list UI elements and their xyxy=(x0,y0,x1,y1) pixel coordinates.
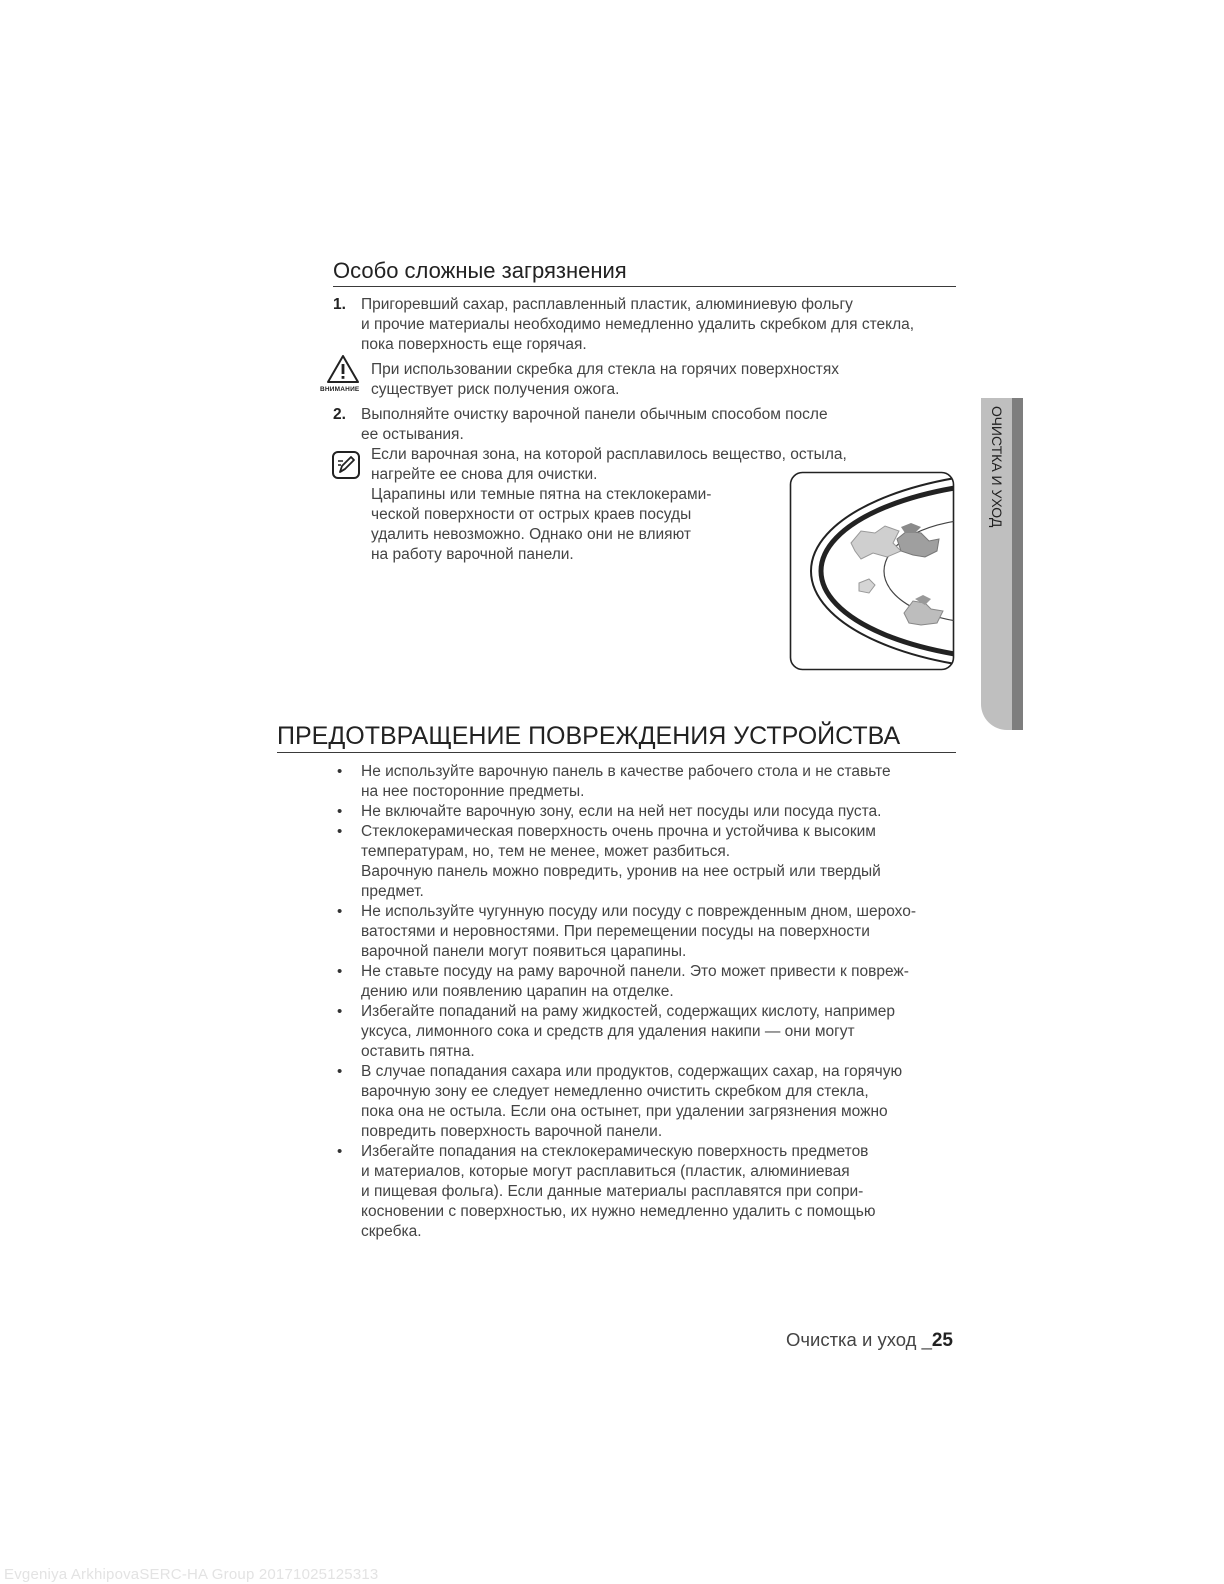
list-item-line: Не включайте варочную зону, если на ней нет посуды или посуда пуста. xyxy=(361,803,882,820)
caution-icon xyxy=(326,354,360,384)
list-item-line: Не ставьте посуду на раму варочной панели. Это может привести к повреж- xyxy=(361,963,909,980)
watermark: Evgeniya ArkhipovaSERC-HA Group 20171025125313 xyxy=(4,1566,379,1583)
bullet-icon: • xyxy=(337,903,343,920)
list-item-line: уксуса, лимонного сока и средств для удаления накипи — они могут xyxy=(361,1023,855,1040)
list-item-line: косновении с поверхностью, их нужно немедленно удалить с помощью xyxy=(361,1203,876,1220)
list-item-line: и материалов, которые могут расплавиться (пластик, алюминиевая xyxy=(361,1163,850,1180)
item-2-line: ее остывания. xyxy=(361,426,464,443)
bullet-icon: • xyxy=(337,763,343,780)
list-item xyxy=(337,902,961,962)
item-1-line: пока поверхность еще горячая. xyxy=(361,336,587,353)
note-line: нагрейте ее снова для очистки. xyxy=(371,466,598,483)
caution-label: ВНИМАНИЕ xyxy=(320,386,360,393)
bullet-icon: • xyxy=(337,1143,343,1160)
item-2-number: 2. xyxy=(333,406,346,423)
item-1-line: и прочие материалы необходимо немедленно удалить скребком для стекла, xyxy=(361,316,915,333)
caution-text-line-2: существует риск получения ожога. xyxy=(371,381,620,398)
list-item-line: Стеклокерамическая поверхность очень прочна и устойчива к высоким xyxy=(361,823,876,840)
cooktop-stain-illustration xyxy=(789,471,955,671)
list-item xyxy=(337,1142,961,1242)
list-item-line: ватостями и неровностями. При перемещении посуды на поверхности xyxy=(361,923,870,940)
damage-prevention-list xyxy=(337,762,961,1242)
list-item xyxy=(337,1002,961,1062)
caution-text-line-1: При использовании скребка для стекла на горячих поверхностях xyxy=(371,361,839,378)
bullet-icon: • xyxy=(337,963,343,980)
note-line: удалить невозможно. Однако они не влияют xyxy=(371,526,691,543)
note-line: на работу варочной панели. xyxy=(371,546,574,563)
list-item-line: варочную зону ее следует немедленно очистить скребком для стекла, xyxy=(361,1083,869,1100)
note-icon xyxy=(331,450,361,480)
list-item xyxy=(337,1062,961,1142)
list-item-line: дению или появлению царапин на отделке. xyxy=(361,983,674,1000)
bullet-icon: • xyxy=(337,823,343,840)
list-item-line: Избегайте попадания на стеклокерамическую поверхность предметов xyxy=(361,1143,869,1160)
bullet-icon: • xyxy=(337,1003,343,1020)
list-item-line: температурам, но, тем не менее, может разбиться. xyxy=(361,843,731,860)
list-item xyxy=(337,822,961,902)
list-item xyxy=(337,802,961,822)
list-item-line: Не используйте варочную панель в качестве рабочего стола и не ставьте xyxy=(361,763,891,780)
list-item-line: на нее посторонние предметы. xyxy=(361,783,585,800)
item-2-line: Выполняйте очистку варочной панели обычным способом после xyxy=(361,406,828,423)
page-number: 25 xyxy=(931,1330,953,1351)
list-item xyxy=(337,762,961,802)
side-tab-label: ОЧИСТКА И УХОД xyxy=(989,406,1005,528)
list-item-line: предмет. xyxy=(361,883,424,900)
list-item-line: оставить пятна. xyxy=(361,1043,475,1060)
item-1-line: Пригоревший сахар, расплавленный пластик, алюминиевую фольгу xyxy=(361,296,853,313)
list-item-line: варочной панели могут появиться царапины. xyxy=(361,943,687,960)
list-item-line: и пищевая фольга). Если данные материалы расплавятся при сопри- xyxy=(361,1183,864,1200)
list-item-line: Варочную панель можно повредить, уронив на нее острый или твердый xyxy=(361,863,881,880)
note-line: Если варочная зона, на которой расплавилось вещество, остыла, xyxy=(371,446,847,463)
note-line: Царапины или темные пятна на стеклокерами- xyxy=(371,486,712,503)
list-item-line: В случае попадания сахара или продуктов, содержащих сахар, на горячую xyxy=(361,1063,903,1080)
section-heading-damage-prevention: ПРЕДОТВРАЩЕНИЕ ПОВРЕЖДЕНИЯ УСТРОЙСТВА xyxy=(277,720,956,753)
footer-section-name: Очистка и уход _ xyxy=(785,1329,932,1350)
list-item-line: скребка. xyxy=(361,1223,422,1240)
list-item-line: пока она не остыла. Если она остынет, при удалении загрязнения можно xyxy=(361,1103,888,1120)
page-footer xyxy=(700,1329,953,1352)
item-1-text xyxy=(361,295,961,355)
bullet-icon: • xyxy=(337,803,343,820)
section-heading-difficult-stains: Особо сложные загрязнения xyxy=(333,256,956,287)
note-line: ческой поверхности от острых краев посуды xyxy=(371,506,692,523)
list-item-line: Не используйте чугунную посуду или посуду с поврежденным дном, шерохо- xyxy=(361,903,917,920)
item-1-number: 1. xyxy=(333,296,346,313)
bullet-icon: • xyxy=(337,1063,343,1080)
list-item-line: Избегайте попаданий на раму жидкостей, содержащих кислоту, например xyxy=(361,1003,896,1020)
item-2-text xyxy=(361,405,961,445)
list-item-line: повредить поверхность варочной панели. xyxy=(361,1123,663,1140)
side-tab-edge xyxy=(1012,398,1023,730)
list-item xyxy=(337,962,961,1002)
